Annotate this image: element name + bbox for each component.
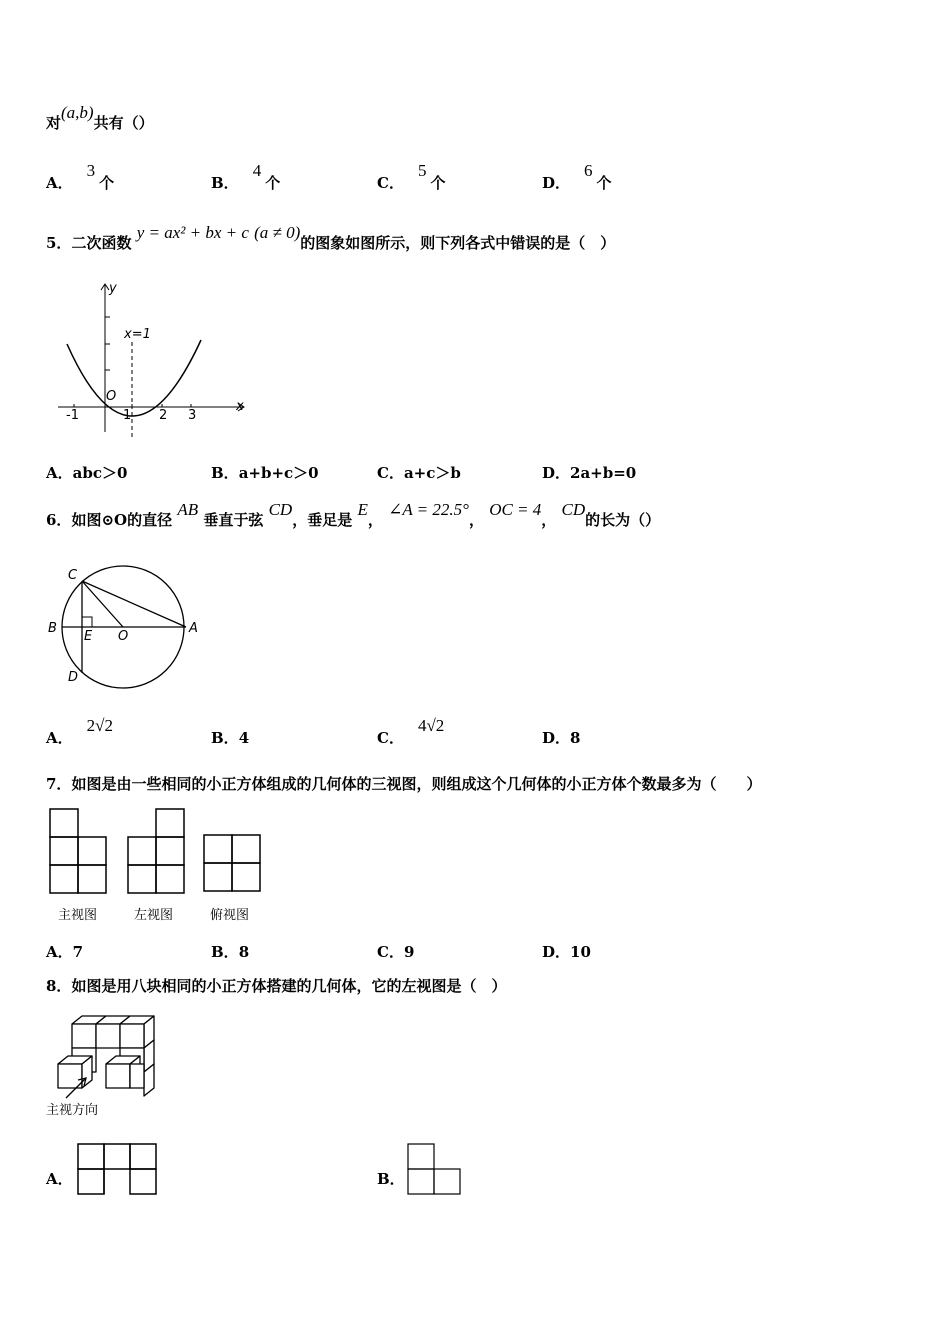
q5-parabola-curve bbox=[67, 340, 201, 416]
q5-condition: (a ≠ 0) bbox=[254, 223, 301, 242]
q7-main-view bbox=[50, 809, 106, 893]
q7-left-view bbox=[128, 809, 184, 893]
q7-top-view bbox=[204, 835, 260, 891]
q8-option-a-figure[interactable] bbox=[76, 1142, 158, 1198]
q8-option-a[interactable]: A． bbox=[46, 1170, 73, 1188]
q6-stem: 6．如图⊙O的直径 AB 垂直于弦 CD，垂足是 E， ∠A = 22.5°， OC = 4， CD的长为（） bbox=[46, 500, 661, 529]
svg-text:B: B bbox=[48, 621, 57, 636]
q6-segment-co bbox=[82, 581, 123, 627]
q5-option-a[interactable]: A．abc＞0 bbox=[46, 464, 128, 482]
q4-option-d[interactable]: D．6个 bbox=[542, 161, 612, 192]
q5-tick-neg1: -1 bbox=[66, 408, 79, 423]
q7-view-main-label: 主视图 bbox=[58, 908, 98, 923]
q8-option-b[interactable]: B． bbox=[377, 1170, 405, 1188]
q5-option-b[interactable]: B．a+b+c＞0 bbox=[211, 464, 319, 482]
q5-parabola-graph bbox=[58, 282, 258, 442]
q7-option-d[interactable]: D．10 bbox=[542, 943, 591, 961]
q5-tick-3: 3 bbox=[188, 408, 197, 423]
svg-text:C: C bbox=[68, 568, 78, 583]
q6-option-d[interactable]: D．8 bbox=[542, 729, 581, 747]
q5-y-label: y bbox=[109, 281, 117, 296]
q5-stem: 5．二次函数 y = ax² + bx + c (a ≠ 0)的图象如图所示，则下列各式中错误的是（ ） bbox=[46, 223, 616, 252]
q7-view-left-label: 左视图 bbox=[134, 908, 174, 923]
q6-circle-figure bbox=[46, 565, 216, 695]
q6-option-a[interactable]: A．2√2 bbox=[46, 716, 113, 747]
q4-option-a[interactable]: A．3个 bbox=[46, 161, 115, 192]
q6-option-c[interactable]: C．4√2 bbox=[377, 716, 445, 747]
q8-stem: 8．如图是用八块相同的小正方体搭建的几何体，它的左视图是（ ） bbox=[46, 977, 507, 995]
q5-tick-1: 1 bbox=[123, 408, 132, 423]
q8-front-cubes bbox=[58, 1056, 144, 1088]
q4-pair-math: (a,b) bbox=[61, 103, 94, 122]
q7-option-a[interactable]: A．7 bbox=[46, 943, 84, 961]
q7-view-top-label: 俯视图 bbox=[210, 908, 250, 923]
q5-axis-line-label: x=1 bbox=[124, 327, 151, 342]
q8-cube-structure-figure bbox=[44, 1012, 174, 1122]
q5-origin-label: O bbox=[106, 389, 117, 404]
q6-option-b[interactable]: B．4 bbox=[211, 729, 250, 747]
q4-option-b[interactable]: B．4个 bbox=[211, 161, 281, 192]
q5-formula: y = ax² + bx + c bbox=[136, 223, 249, 242]
q5-axes bbox=[58, 284, 244, 440]
q6-right-angle-mark bbox=[82, 617, 92, 627]
q7-option-b[interactable]: B．8 bbox=[211, 943, 250, 961]
q5-tick-2: 2 bbox=[159, 408, 168, 423]
q8-option-b-figure[interactable] bbox=[406, 1142, 462, 1198]
q4-stem-tail: 对(a,b)共有（） bbox=[46, 103, 154, 132]
svg-text:O: O bbox=[118, 629, 129, 644]
svg-text:D: D bbox=[68, 670, 79, 685]
svg-text:A: A bbox=[189, 621, 198, 636]
q5-option-c[interactable]: C．a+c＞b bbox=[377, 464, 461, 482]
q5-option-d[interactable]: D．2a+b=0 bbox=[542, 464, 637, 482]
q8-direction-label: 主视方向 bbox=[46, 1103, 99, 1118]
q5-x-label: x bbox=[236, 399, 244, 414]
svg-text:E: E bbox=[84, 629, 93, 644]
q7-option-c[interactable]: C．9 bbox=[377, 943, 415, 961]
q4-option-c[interactable]: C．5个 bbox=[377, 161, 446, 192]
q7-three-views-figure bbox=[44, 803, 266, 931]
q7-stem: 7．如图是由一些相同的小正方体组成的几何体的三视图，则组成这个几何体的小正方体个数最多为（ ） bbox=[46, 775, 762, 793]
